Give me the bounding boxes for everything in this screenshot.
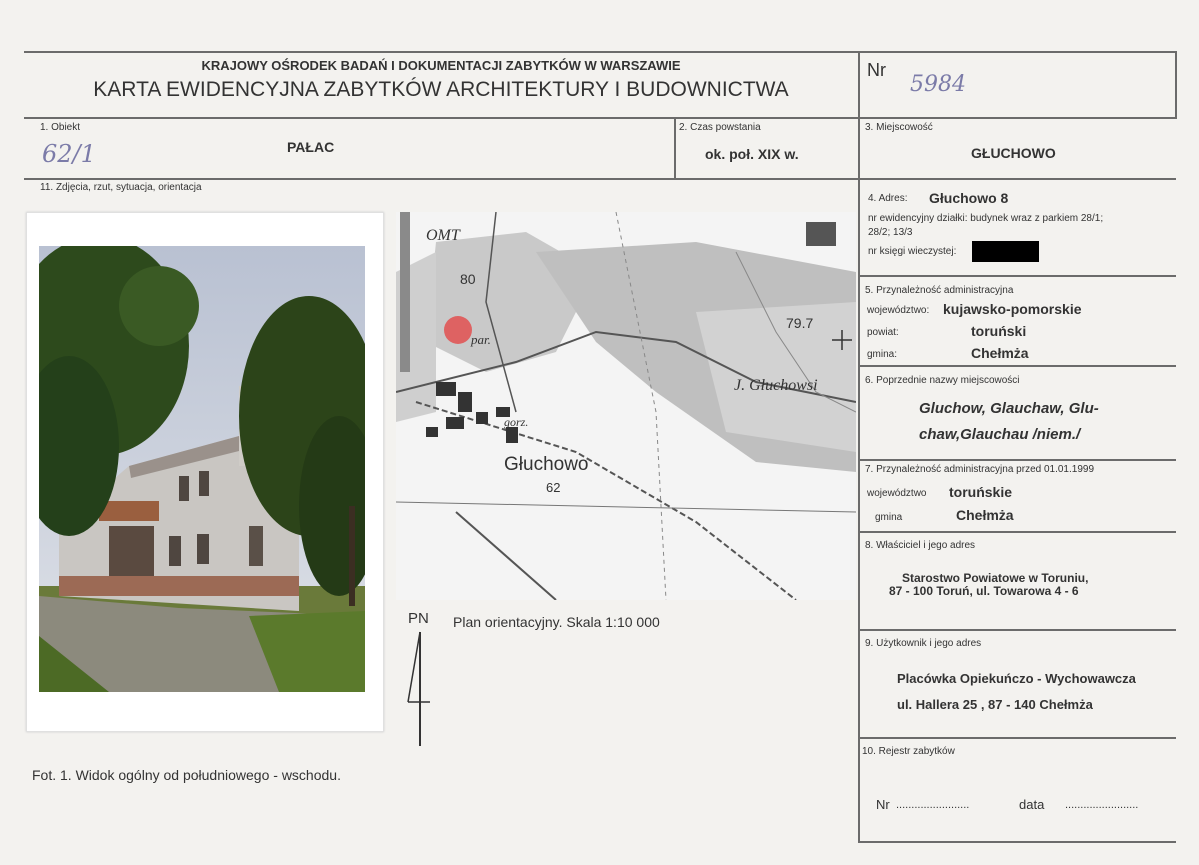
miejscowosc-value: GŁUCHOWO	[971, 145, 1056, 161]
north-arrow-icon	[400, 630, 440, 750]
czas-label: 2. Czas powstania	[679, 122, 761, 133]
adres-value: Głuchowo 8	[929, 190, 1009, 206]
miejscowosc-label: 3. Miejscowość	[865, 122, 933, 133]
obiekt-label: 1. Obiekt	[40, 122, 81, 133]
obiekt-value: PAŁAC	[287, 139, 335, 155]
przed1999-label: 7. Przynależność administracyjna przed 01.01.1999	[865, 464, 1095, 475]
section10-bottom	[858, 841, 1176, 843]
gmina-label: gmina:	[867, 349, 898, 360]
przed1999-gmina-value: Chełmża	[956, 507, 1014, 523]
photo-caption: Fot. 1. Widok ogólny od południowego - wschodu.	[32, 767, 341, 783]
map-drawing	[396, 212, 856, 600]
nr-box-right	[1175, 51, 1177, 119]
section6-divider	[858, 459, 1176, 461]
poprzednie-line2: chaw,Glauchau /niem./	[919, 426, 1081, 443]
rejestr-nr-dots: ........................	[896, 799, 970, 811]
woj-value: kujawsko-pomorskie	[943, 301, 1082, 317]
orientation-map	[396, 212, 856, 600]
rejestr-data-label: data	[1019, 797, 1045, 812]
wlasciciel-label: 8. Właściciel i jego adres	[865, 540, 976, 551]
powiat-label: powiat:	[867, 327, 899, 338]
dzialka-line1: nr ewidencyjny działki: budynek wraz z parkiem 28/1;	[868, 213, 1104, 224]
poprzednie-label: 6. Poprzednie nazwy miejscowości	[865, 375, 1020, 386]
uzytkownik-line1: Placówka Opiekuńczo - Wychowawcza	[897, 671, 1136, 686]
gmina-value: Chełmża	[971, 345, 1029, 361]
wlasciciel-line2: 87 - 100 Toruń, ul. Towarowa 4 - 6	[889, 584, 1079, 598]
zdjecia-label: 11. Zdjęcia, rzut, sytuacja, orientacja	[40, 182, 202, 193]
top-border	[24, 51, 1176, 53]
dzialka-line2: 28/2; 13/3	[868, 227, 913, 238]
poprzednie-line1: Gluchow, Glauchaw, Glu-	[919, 400, 1099, 417]
uzytkownik-label: 9. Użytkownik i jego adres	[865, 638, 982, 649]
right-column-divider	[858, 51, 860, 843]
nr-label: Nr	[867, 60, 886, 80]
uzytkownik-line2: ul. Hallera 25 , 87 - 140 Chełmża	[897, 697, 1093, 712]
rejestr-nr-label: Nr	[876, 797, 890, 812]
map-label-80: 80	[460, 271, 476, 287]
section8-divider	[858, 629, 1176, 631]
header-divider	[24, 117, 1176, 119]
nr-value: 5984	[910, 72, 966, 97]
map-label-62: 62	[546, 480, 561, 495]
card-title: KARTA EWIDENCYJNA ZABYTKÓW ARCHITEKTURY I BUDOWNICTWA	[93, 78, 789, 101]
ksiega-label: nr księgi wieczystej:	[868, 246, 957, 257]
adres-label: 4. Adres:	[868, 193, 908, 204]
wlasciciel-line1: Starostwo Powiatowe w Toruniu,	[902, 571, 1089, 585]
section5-divider	[858, 365, 1176, 367]
location-marker	[444, 316, 472, 344]
photo-frame	[26, 212, 384, 732]
czas-value: ok. poł. XIX w.	[705, 146, 799, 162]
map-label-village: Głuchowo	[504, 454, 589, 475]
plan-caption: Plan orientacyjny. Skala 1:10 000	[453, 614, 660, 630]
rejestr-label: 10. Rejestr zabytków	[862, 746, 955, 757]
institution-name: KRAJOWY OŚRODEK BADAŃ I DOKUMENTACJI ZABYTKÓW W WARSZAWIE	[201, 58, 681, 73]
redacted-box	[972, 241, 1039, 262]
map-label-lake: J. Głuchowsi	[734, 377, 818, 394]
przed1999-gmina-label: gmina	[875, 512, 903, 523]
section4-divider	[858, 275, 1176, 277]
section7-divider	[858, 531, 1176, 533]
przynaleznosc-label: 5. Przynależność administracyjna	[865, 285, 1014, 296]
woj-label: województwo:	[867, 305, 930, 316]
map-label-park: par.	[471, 332, 491, 347]
powiat-value: toruński	[971, 323, 1027, 339]
przed1999-woj-label: województwo	[867, 488, 927, 499]
rejestr-data-dots: ........................	[1065, 799, 1139, 811]
obiekt-handwritten: 62/1	[42, 140, 96, 168]
section9-divider	[858, 737, 1176, 739]
pn-label: PN	[408, 610, 429, 627]
map-label-omt: OMT	[426, 227, 460, 244]
palace-photo	[39, 246, 365, 692]
row1-divider	[24, 178, 1176, 180]
przed1999-woj-value: toruńskie	[949, 484, 1013, 500]
czas-divider	[674, 117, 676, 179]
map-label-797: 79.7	[786, 315, 814, 331]
map-label-gorz: gorz.	[504, 415, 529, 429]
